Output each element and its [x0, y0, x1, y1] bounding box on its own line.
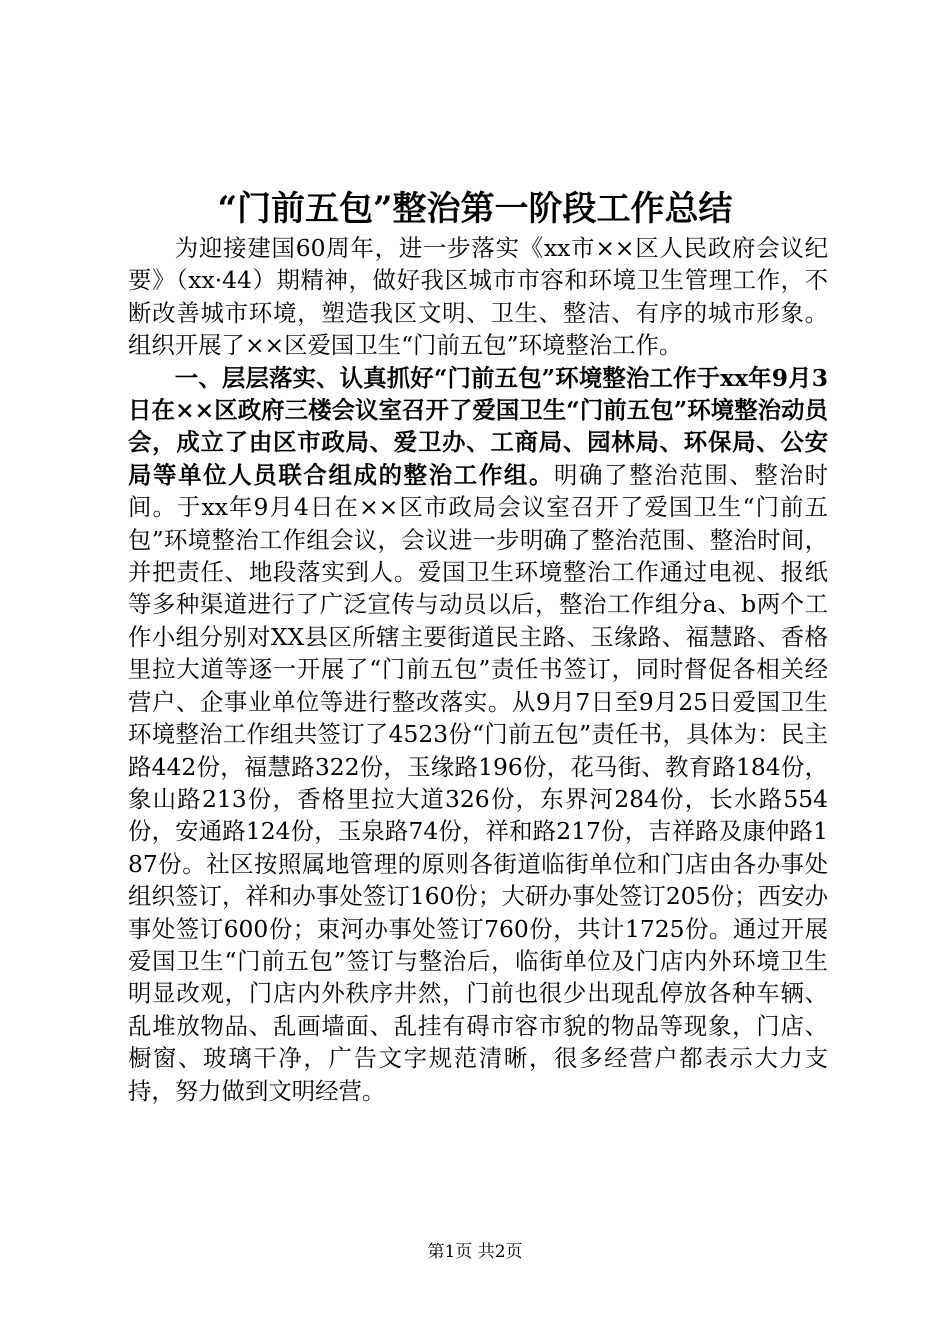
page-footer: 第1页 共2页 [427, 1242, 523, 1262]
paragraph-section-one [128, 362, 828, 1107]
document-title: “门前五包”整治第一阶段工作总结 [217, 189, 733, 229]
section-one-heading: 一、层层落实、认真抓好“门前五包”环境整治工作于xx年9月3日在××区政府三楼会议室召开了爱国卫生“门前五包”环境整治动员会，成立了由区市政局、爱卫办、工商局、园林局、环保局、公安局等单位人员联合组成的整治工作组。 [128, 363, 828, 489]
document-body [128, 232, 828, 1107]
paragraph-intro [128, 232, 828, 362]
paragraph-intro-text: 为迎接建国60周年，进一步落实《xx市××区人民政府会议纪要》（xx·44）期精神，做好我区城市市容和环境卫生管理工作，不断改善城市环境，塑造我区文明、卫生、整洁、有序的城市形象。组织开展了××区爱国卫生“门前五包”环境整治工作。 [128, 234, 828, 360]
section-one-text: 明确了整治范围、整治时间。于xx年9月4日在××区市政局会议室召开了爱国卫生“门前五包”环境整治工作组会议，会议进一步明确了整治范围、整治时间，并把责任、地段落实到人。爱国卫生环境整治工作通过电视、报纸等多种渠道进行了广泛宣传与动员以后，整治工作组分a、b两个工作小组分别对XX县区所辖主要街道民主路、玉缘路、福慧路、香格里拉大道等逐一开展了“门前五包”责任书签订，同时督促各相关经营户、企事业单位等进行整改落实。从9月7日至9月25日爱国卫生环境整治工作组共签订了4523份“门前五包”责任书，具体为：民主路442份，福慧路322份，玉缘路196份，花马街、教育路184份，象山路213份，香格里拉大道326份，东界河284份，长水路554份，安通路124份，玉泉路74份，祥和路217份，吉祥路及康仲路187份。社区按照属地管理的原则各街道临街单位和门店由各办事处组织签订，祥和办事处签订160份；大研办事处签订205份；西安办事处签订600份；束河办事处签订760份，共计1725份。通过开展爱国卫生“门前五包”签订与整治后，临街单位及门店内外环境卫生明显改观，门店内外秩序井然，门前也很少出现乱停放各种车辆、乱堆放物品、乱画墙面、乱挂有碍市容市貌的物品等现象，门店、橱窗、玻璃干净，广告文字规范清晰，很多经营户都表示大力支持，努力做到文明经营。 [128, 460, 829, 1105]
